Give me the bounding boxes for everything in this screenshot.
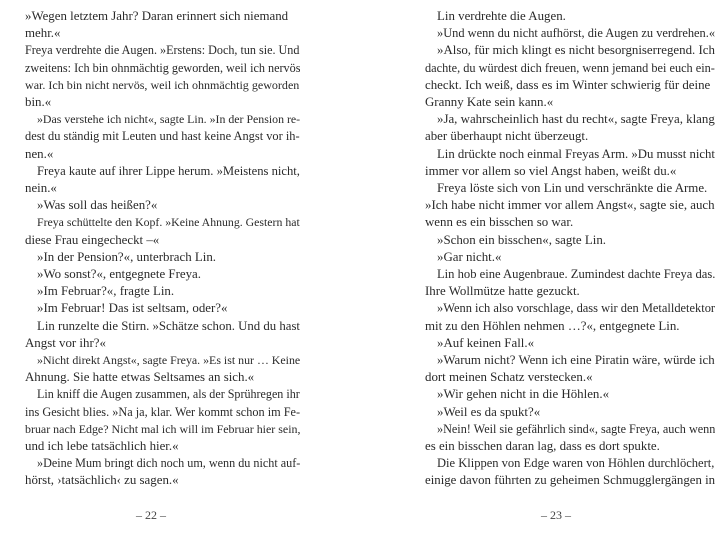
text-line: »Wegen letztem Jahr? Daran erinnert sich niemand: [25, 9, 289, 23]
text-line: »Nein! Weil sie gefährlich sind«, sagte Freya, auch wenn: [437, 421, 715, 436]
text-line: mehr.«: [25, 26, 61, 41]
text-line: Lin kniff die Augen zusammen, als der Sprühregen ihr: [37, 387, 300, 402]
text-line: und ich lebe tatsächlich hier.«: [25, 439, 179, 453]
text-line: »Wo sonst?«, entgegnete Freya.: [37, 267, 201, 281]
text-line: Granny Kate sein kann.«: [425, 95, 554, 109]
text-line: »Im Februar?«, fragte Lin.: [37, 284, 175, 299]
left-page: [25, 0, 300, 547]
text-line: Lin drückte noch einmal Freyas Arm. »Du musst nicht: [437, 146, 715, 161]
text-line: ins Gesicht blies. »Na ja, klar. Wer kommt schon im Fe-: [25, 404, 300, 419]
text-line: einige davon führten zu geheimen Schmugglergängen in: [425, 473, 715, 488]
right-page: [425, 0, 715, 547]
text-line: »Gar nicht.«: [437, 249, 502, 264]
text-line: Die Klippen von Edge waren von Höhlen durchlöchert,: [437, 456, 715, 471]
text-line: dort meinen Schatz verstecken.«: [425, 370, 593, 385]
text-line: »Im Februar! Das ist seltsam, oder?«: [37, 301, 228, 316]
text-line: »Was soll das heißen?«: [37, 198, 158, 213]
text-line: »Auf keinen Fall.«: [437, 335, 535, 350]
text-line: bin.«: [25, 95, 52, 109]
page-number-right: – 23 –: [541, 508, 571, 522]
text-line: bruar nach Edge? Nicht mal ich will im Februar hier sein,: [25, 421, 300, 436]
text-line: »Nicht direkt Angst«, sagte Freya. »Es ist nur … Keine: [37, 353, 300, 367]
text-line: »Weil es da spukt?«: [437, 404, 541, 419]
text-line: »Das verstehe ich nicht«, sagte Lin. »In der Pension re-: [37, 112, 300, 127]
text-line: hörst, ›tatsächlich‹ zu sagen.«: [25, 473, 179, 488]
text-line: nein.«: [25, 181, 57, 195]
page-number-left: – 22 –: [136, 508, 166, 522]
text-line: Freya löste sich von Lin und verschränkte die Arme.: [437, 181, 708, 195]
text-line: »Ja, wahrscheinlich hast du recht«, sagte Freya, klang: [437, 112, 715, 127]
text-line: »Wir gehen nicht in die Höhlen.«: [437, 387, 610, 402]
text-line: »Ich habe nicht immer vor allem Angst«, sagte sie, auch: [425, 198, 715, 213]
text-line: nen.«: [25, 146, 54, 161]
text-line: es ein bisschen daran lag, dass es dort spukte.: [425, 439, 660, 453]
text-line: Ahnung. Sie hatte etwas Seltsames an sich.«: [25, 370, 255, 385]
text-line: dest du ständig mit Leuten und hast keine Angst vor ih-: [25, 129, 300, 144]
text-line: Freya kaute auf ihrer Lippe herum. »Meistens nicht,: [37, 163, 300, 178]
text-line: »Schon ein bisschen«, sagte Lin.: [437, 232, 606, 247]
text-line: Angst vor ihr?«: [25, 335, 106, 350]
text-line: Freya schüttelte den Kopf. »Keine Ahnung. Gestern hat: [37, 215, 300, 230]
text-line: immer vor allem so viel Angst haben, weißt du.«: [425, 163, 677, 178]
text-line: zweitens: Ich bin ohnmächtig geworden, weil ich nervös: [25, 60, 300, 75]
text-line: Ihre Wollmütze hatte gezuckt.: [425, 284, 580, 299]
text-line: Freya verdrehte die Augen. »Erstens: Doch, tun sie. Und: [25, 43, 300, 58]
text-line: Lin runzelte die Stirn. »Schätze schon. Und du hast: [37, 318, 300, 333]
text-line: Lin hob eine Augenbraue. Zumindest dachte Freya das.: [437, 267, 715, 281]
text-line: »Warum nicht? Wenn ich eine Piratin wäre, würde ich: [437, 353, 715, 367]
text-line: war. Ich bin nicht nervös, weil ich ohnmächtig geworden: [25, 77, 300, 92]
text-line: checkt. Ich weiß, dass es im Winter schwierig für deine: [425, 77, 711, 92]
text-line: wenn es ein bisschen so war.: [425, 215, 574, 230]
text-line: aber überhaupt nicht überzeugt.: [425, 129, 589, 144]
text-line: mit zu den Höhlen nehmen …?«, entgegnete Lin.: [425, 318, 680, 333]
text-line: »Und wenn du nicht aufhörst, die Augen zu verdrehen.«: [437, 26, 715, 41]
text-line: »In der Pension?«, unterbrach Lin.: [37, 249, 216, 264]
text-line: »Also, für mich klingt es nicht besorgniserregend. Ich: [437, 43, 715, 58]
text-line: diese Frau eingecheckt –«: [25, 232, 160, 247]
text-line: Lin verdrehte die Augen.: [437, 9, 566, 23]
text-line: dachte, du würdest dich freuen, wenn jemand bei euch ein-: [425, 60, 715, 75]
text-line: »Wenn ich also vorschlage, dass wir den Metalldetektor: [437, 301, 715, 316]
text-line: »Deine Mum bringt dich noch um, wenn du nicht auf-: [37, 456, 300, 471]
